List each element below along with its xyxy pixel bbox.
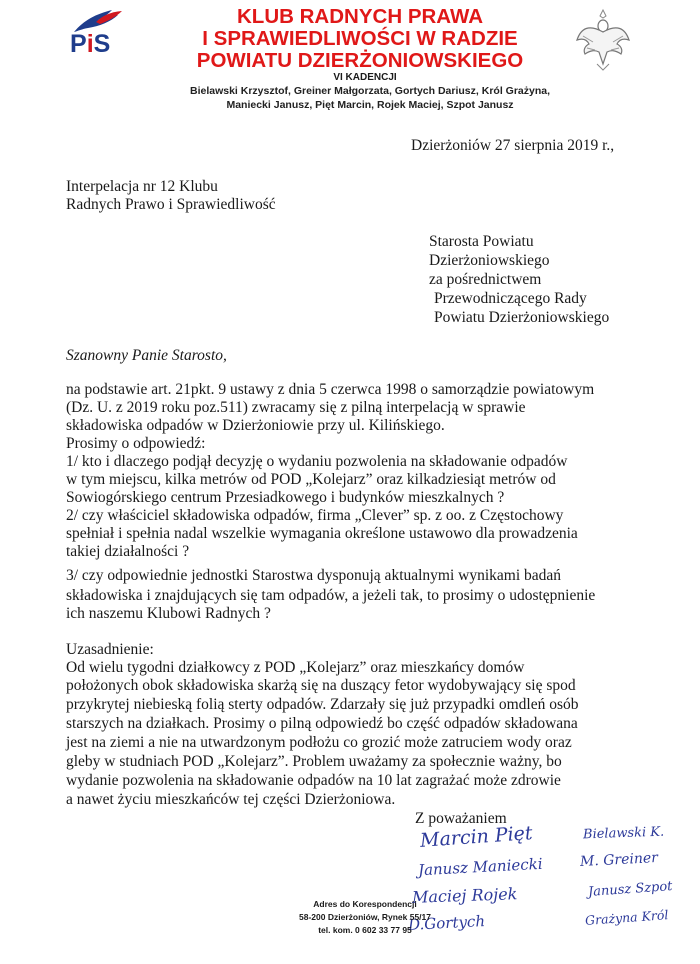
- recipient-line-3: za pośrednictwem: [429, 271, 542, 288]
- signature-maniecki: Janusz Maniecki: [417, 854, 543, 880]
- closing: Z poważaniem: [415, 810, 507, 827]
- body-line: składowiska odpadów w Dzierżoniowie przy ul. Kilińskiego.: [66, 417, 445, 434]
- recipient-line-5: Powiatu Dzierżoniowskiego: [434, 309, 610, 326]
- justification-line: a nawet życiu mieszkańców tej części Dzierżoniowa.: [66, 791, 396, 808]
- body-line: Sowiogórskiego centrum Przesiadkowego i budynków mieszkalnych ?: [66, 489, 505, 506]
- justification-line: przykrytej niebieską folią sterty odpadów. Zdarzały się już przypadki omdleń osób: [66, 696, 579, 713]
- justification-heading: Uzasadnienie:: [66, 641, 154, 658]
- club-title-line-3: POWIATU DZIERŻONIOWSKIEGO: [196, 49, 524, 72]
- eagle-crest-icon: [575, 6, 631, 72]
- recipient-line-4: Przewodniczącego Rady: [434, 290, 587, 307]
- signature-pietmarcin: Marcin Pięt: [419, 822, 534, 852]
- body-line: spełniał i spełnia nadal wszelkie wymagania określone ustawowo dla prowadzenia: [66, 525, 578, 542]
- signature-gortych: D.Gortych: [407, 911, 486, 935]
- club-title-line-1: KLUB RADNYCH PRAWA: [237, 5, 483, 28]
- body-line: Prosimy o odpowiedź:: [66, 435, 206, 452]
- club-title-line-2: I SPRAWIEDLIWOŚCI W RADZIE: [202, 27, 518, 50]
- body-line: (Dz. U. z 2019 roku poz.511) zwracamy się z pilną interpelacją w sprawie: [66, 399, 526, 416]
- pis-logo-text: PiS: [70, 30, 111, 58]
- body-line: składowiska i znajdujących się tam odpadów, a jeżeli tak, to prosimy o udostępnienie: [66, 587, 596, 604]
- term-label: VI KADENCJI: [333, 72, 397, 83]
- address-heading: Adres do Korespondencji: [313, 899, 417, 909]
- address-street: 58-200 Dzierżoniów, Rynek 55/17: [299, 912, 431, 922]
- body-line: 3/ czy odpowiednie jednostki Starostwa dysponują aktualnymi wynikami badań: [66, 567, 562, 584]
- justification-line: jest na ziemi a nie na utwardzonym podłożu co grozić może zatruciem wody oraz: [66, 734, 572, 751]
- recipient-line-2: Dzierżoniowskiego: [429, 252, 550, 269]
- recipient-line-1: Starosta Powiatu: [429, 233, 534, 250]
- address-phone: tel. kom. 0 602 33 77 95: [318, 925, 412, 935]
- body-line: 1/ kto i dlaczego podjął decyzję o wydaniu pozwolenia na składowanie odpadów: [66, 453, 568, 470]
- justification-line: wydanie pozwolenia na składowanie odpadów na 10 lat zagrażać może zdrowie: [66, 772, 561, 789]
- signature-szpot: Janusz Szpot: [587, 879, 673, 900]
- body-line: takiej działalności ?: [66, 543, 190, 560]
- interpellation-club: Radnych Prawo i Sprawiedliwość: [66, 196, 276, 213]
- justification-line: gleby w studniach POD „Kolejarz”. Problem uważamy za społecznie ważny, bo: [66, 753, 562, 770]
- signature-greiner: M. Greiner: [579, 849, 659, 871]
- salutation: Szanowny Panie Starosto,: [66, 347, 227, 364]
- body-line: w tym miejscu, kilka metrów od POD „Kolejarz” oraz kilkadziesiąt metrów od: [66, 471, 556, 488]
- body-line: ich naszemu Klubowi Radnych ?: [66, 605, 271, 622]
- date-line: Dzierżoniów 27 sierpnia 2019 r.,: [411, 137, 615, 154]
- members-line-1: Bielawski Krzysztof, Greiner Małgorzata, Gortych Dariusz, Król Grażyna,: [189, 85, 551, 97]
- interpellation-number: Interpelacja nr 12 Klubu: [66, 178, 218, 195]
- body-line: 2/ czy właściciel składowiska odpadów, firma „Clever” sp. z oo. z Częstochowy: [66, 507, 564, 524]
- signature-krol: Grażyna Król: [584, 907, 669, 928]
- justification-line: starszych na działkach. Prosimy o pilną odpowiedź bo część odpadów składowana: [66, 715, 578, 732]
- justification-line: Od wielu tygodni działkowcy z POD „Kolejarz” oraz mieszkańcy domów: [66, 659, 525, 676]
- signature-rojek: Maciej Rojek: [411, 884, 518, 907]
- signature-bielawski: Bielawski K.: [582, 824, 665, 843]
- members-line-2: Maniecki Janusz, Pięt Marcin, Rojek Maciej, Szpot Janusz: [226, 99, 514, 111]
- body-line: na podstawie art. 21pkt. 9 ustawy z dnia 5 czerwca 1998 o samorządzie powiatowym: [66, 381, 595, 398]
- justification-line: położonych obok składowiska skarżą się na duszący fetor wydobywający się spod: [66, 677, 576, 694]
